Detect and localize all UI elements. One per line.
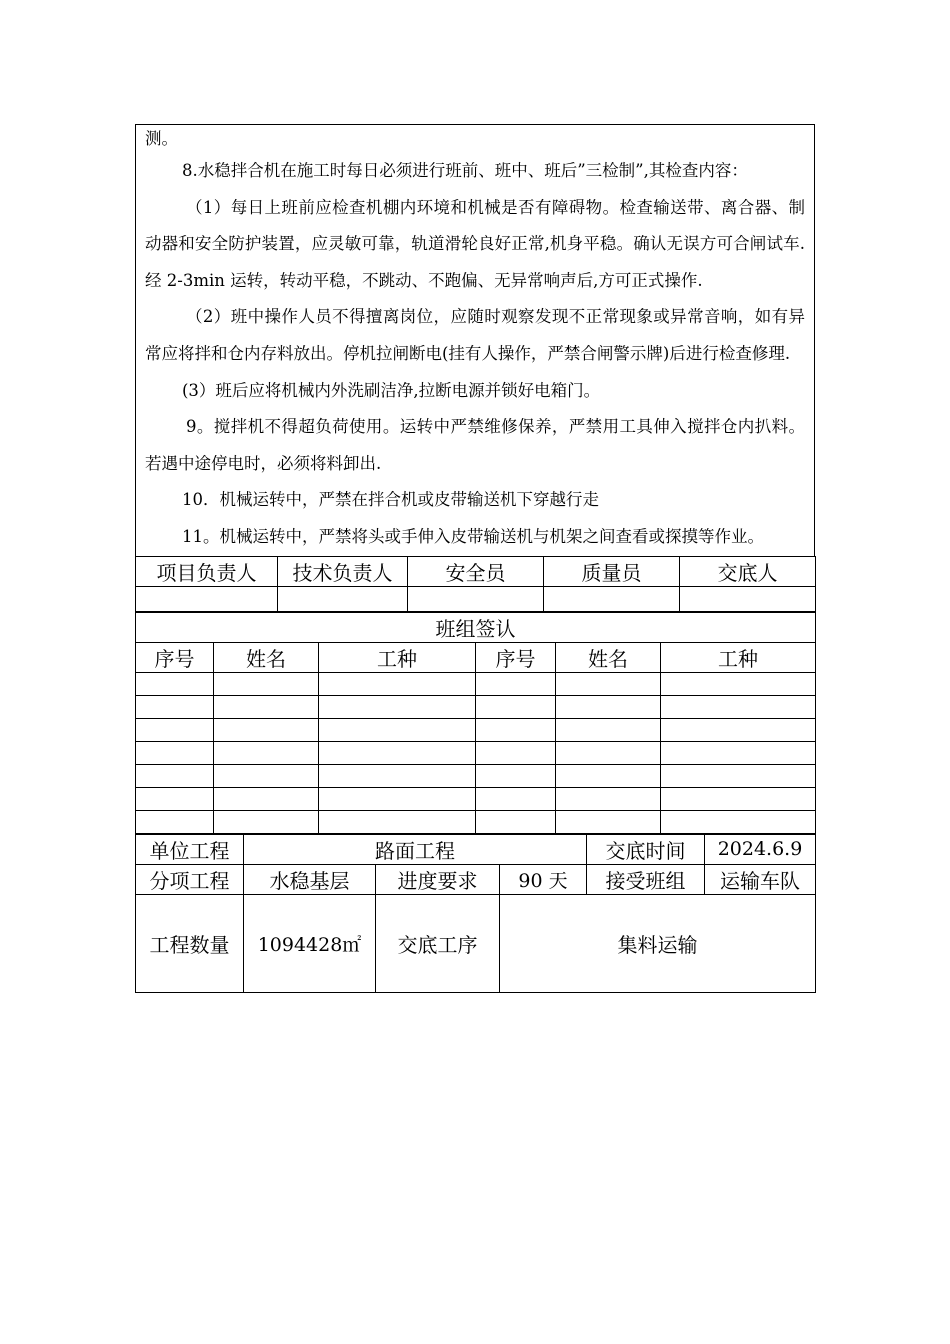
sub-project-value: 水稳基层 (244, 864, 376, 894)
empty-cell[interactable] (476, 764, 556, 787)
progress-value: 90 天 (500, 864, 587, 894)
empty-cell[interactable] (556, 672, 661, 695)
unit-project-value: 路面工程 (244, 834, 587, 864)
process-label: 交底工序 (376, 894, 500, 992)
progress-label: 进度要求 (376, 864, 500, 894)
paragraph-item-8-1: （1）每日上班前应检查机棚内环境和机械是否有障碍物。检查输送带、离合器、制动器和安全防护装置，应灵敏可靠，轨道滑轮良好正常,机身平稳。确认无误方可合闸试车.经 2-3min 运转，转动平稳，不跳动、不跑偏、无异常响声后,方可正式操作. (145, 197, 805, 290)
empty-cell[interactable] (319, 741, 476, 764)
signature-cell[interactable] (544, 586, 680, 611)
empty-cell[interactable] (214, 695, 319, 718)
crew-signoff-title: 班组签认 (136, 612, 816, 642)
signature-cell[interactable] (278, 586, 408, 611)
signature-cell[interactable] (136, 586, 278, 611)
empty-cell[interactable] (556, 764, 661, 787)
header-project-lead: 项目负责人 (136, 556, 278, 586)
empty-cell[interactable] (214, 718, 319, 741)
header-name: 姓名 (214, 642, 319, 672)
empty-cell[interactable] (214, 741, 319, 764)
empty-cell[interactable] (661, 787, 816, 810)
header-discloser: 交底人 (680, 556, 816, 586)
quantity-value: 1094428㎡ (244, 894, 376, 992)
empty-cell[interactable] (319, 718, 476, 741)
disclosure-form (135, 124, 815, 993)
process-value: 集料运输 (500, 894, 816, 992)
empty-cell[interactable] (136, 764, 214, 787)
header-trade: 工种 (319, 642, 476, 672)
empty-cell[interactable] (214, 810, 319, 833)
disclosure-time-value: 2024.6.9 (705, 834, 816, 864)
empty-cell[interactable] (661, 718, 816, 741)
paragraph-item-8-3: (3）班后应将机械内外洗刷洁净,拉断电源并锁好电箱门。 (182, 380, 601, 400)
empty-cell[interactable] (214, 764, 319, 787)
empty-cell[interactable] (136, 787, 214, 810)
crew-signoff-table (135, 612, 816, 834)
signature-cell[interactable] (408, 586, 544, 611)
receiving-team-label: 接受班组 (587, 864, 705, 894)
paragraph-item-8: 8.水稳拌合机在施工时每日必须进行班前、班中、班后”三检制”,其检查内容： (182, 161, 748, 180)
signoff-table (135, 556, 816, 612)
empty-cell[interactable] (319, 764, 476, 787)
empty-cell[interactable] (319, 695, 476, 718)
header-seq: 序号 (476, 642, 556, 672)
empty-cell[interactable] (661, 810, 816, 833)
paragraph-item-8-2: （2）班中操作人员不得擅离岗位，应随时观察发现不正常现象或异常音响，如有异常应将拌和仓内存料放出。停机拉闸断电(挂有人操作，严禁合闸警示牌)后进行检查修理. (145, 307, 805, 363)
header-safety-officer: 安全员 (408, 556, 544, 586)
paragraph-item-9: 9。搅拌机不得超负荷使用。运转中严禁维修保养，严禁用工具伸入搅拌仓内扒料。若遇中途停电时，必须将料卸出. (145, 417, 805, 473)
table-row (136, 718, 816, 741)
disclosure-time-label: 交底时间 (587, 834, 705, 864)
header-seq: 序号 (136, 642, 214, 672)
paragraph-continuation: 测。 (145, 129, 178, 148)
empty-cell[interactable] (661, 764, 816, 787)
empty-cell[interactable] (476, 787, 556, 810)
empty-cell[interactable] (319, 810, 476, 833)
empty-cell[interactable] (319, 787, 476, 810)
empty-cell[interactable] (476, 695, 556, 718)
table-row (136, 695, 816, 718)
empty-cell[interactable] (556, 741, 661, 764)
empty-cell[interactable] (214, 672, 319, 695)
signature-cell[interactable] (680, 586, 816, 611)
empty-cell[interactable] (661, 695, 816, 718)
receiving-team-value: 运输车队 (705, 864, 816, 894)
empty-cell[interactable] (661, 741, 816, 764)
empty-cell[interactable] (136, 695, 214, 718)
header-name: 姓名 (556, 642, 661, 672)
header-trade: 工种 (661, 642, 816, 672)
safety-instructions (135, 124, 815, 556)
table-row (136, 810, 816, 833)
empty-cell[interactable] (136, 741, 214, 764)
empty-cell[interactable] (556, 810, 661, 833)
quantity-label: 工程数量 (136, 894, 244, 992)
empty-cell[interactable] (661, 672, 816, 695)
paragraph-item-10: 10．机械运转中，严禁在拌合机或皮带输送机下穿越行走 (182, 490, 599, 510)
empty-cell[interactable] (476, 810, 556, 833)
sub-project-label: 分项工程 (136, 864, 244, 894)
empty-cell[interactable] (319, 672, 476, 695)
header-quality-officer: 质量员 (544, 556, 680, 586)
empty-cell[interactable] (556, 718, 661, 741)
table-row (136, 672, 816, 695)
empty-cell[interactable] (476, 741, 556, 764)
empty-cell[interactable] (476, 672, 556, 695)
table-row (136, 764, 816, 787)
empty-cell[interactable] (136, 672, 214, 695)
table-row (136, 741, 816, 764)
empty-cell[interactable] (136, 810, 214, 833)
empty-cell[interactable] (476, 718, 556, 741)
empty-cell[interactable] (214, 787, 319, 810)
header-tech-lead: 技术负责人 (278, 556, 408, 586)
empty-cell[interactable] (136, 718, 214, 741)
empty-cell[interactable] (556, 695, 661, 718)
project-info-table (135, 834, 816, 993)
table-row (136, 787, 816, 810)
unit-project-label: 单位工程 (136, 834, 244, 864)
empty-cell[interactable] (556, 787, 661, 810)
paragraph-item-11: 11。机械运转中，严禁将头或手伸入皮带输送机与机架之间查看或探摸等作业。 (182, 526, 764, 546)
